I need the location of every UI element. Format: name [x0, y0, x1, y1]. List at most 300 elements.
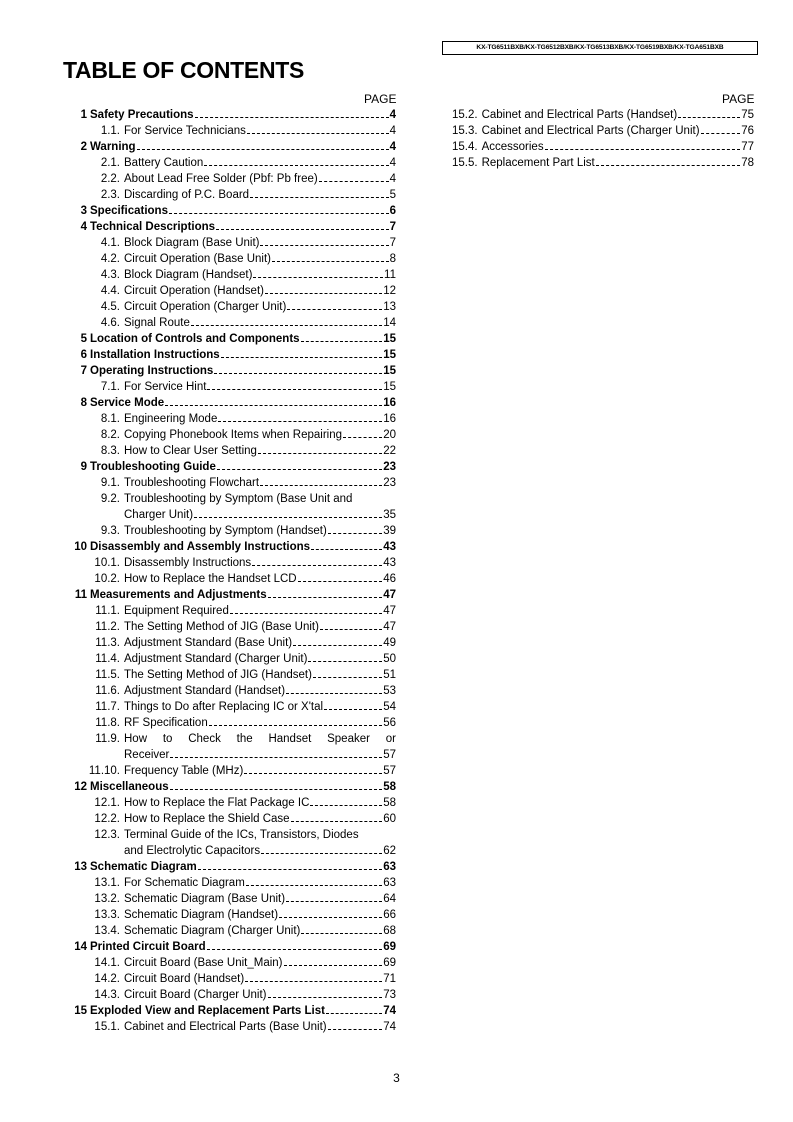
toc-entry-page: 15: [383, 381, 396, 393]
dot-leader: [310, 805, 382, 806]
toc-entry-number: 10.1.: [94, 557, 120, 569]
toc-subsection[interactable]: [0, 667, 396, 683]
toc-entry-number: 8: [80, 397, 87, 409]
toc-entry-number: 2: [80, 141, 87, 153]
toc-entry-title: Equipment Required: [124, 605, 229, 617]
dot-leader: [198, 869, 382, 870]
toc-subsection[interactable]: [0, 523, 396, 539]
toc-entry-title: Block Diagram (Handset): [124, 269, 253, 281]
toc-entry-title: Schematic Diagram (Handset): [124, 909, 279, 921]
toc-entry-number: 12.2.: [94, 813, 120, 825]
dot-leader: [678, 117, 740, 118]
toc-entry-page: 11: [384, 269, 396, 281]
dot-leader: [191, 325, 382, 326]
toc-entry-title: Cabinet and Electrical Parts (Charger Unit): [481, 125, 700, 137]
toc-entry-page: 12: [383, 285, 396, 297]
toc-entry-page: 16: [383, 413, 396, 425]
page-column-label-right: PAGE: [722, 92, 755, 106]
toc-subsection[interactable]: [0, 971, 396, 987]
toc-section[interactable]: [0, 203, 396, 219]
toc-subsection[interactable]: [0, 235, 396, 251]
toc-entry-title: For Service Technicians: [124, 125, 246, 137]
toc-entry-title: Circuit Operation (Handset): [124, 285, 264, 297]
dot-leader: [218, 421, 382, 422]
toc-entry-number: 9.1.: [100, 477, 120, 489]
toc-entry-page: 74: [383, 1021, 396, 1033]
toc-entry-page: 35: [383, 509, 396, 521]
toc-entry-page: 4: [389, 157, 396, 169]
toc-entry-number: 11.9.: [95, 733, 120, 745]
toc-entry-number: 15.5.: [452, 157, 478, 169]
toc-entry-page: 14: [383, 317, 396, 329]
toc-entry-title: The Setting Method of JIG (Handset): [124, 669, 312, 681]
toc-entry-page: 15: [383, 365, 396, 377]
toc-entry-number: 12.1.: [94, 797, 120, 809]
toc-entry-title: How to Replace the Handset LCD: [124, 573, 297, 585]
toc-entry-page: 47: [383, 589, 396, 601]
toc-entry-page: 15: [383, 349, 396, 361]
toc-entry-page: 73: [383, 989, 396, 1001]
toc-entry-number: 4.5.: [100, 301, 120, 313]
dot-leader: [258, 453, 382, 454]
toc-entry-number: 13.2.: [94, 893, 120, 905]
toc-entry-title: RF Specification: [124, 717, 208, 729]
toc-entry-page: 43: [383, 541, 396, 553]
dot-leader: [308, 661, 382, 662]
page-number: 3: [393, 1071, 400, 1085]
toc-entry-page: 53: [383, 685, 396, 697]
toc-entry-title: Circuit Board (Base Unit_Main): [124, 957, 283, 969]
toc-subsection[interactable]: [0, 731, 396, 747]
toc-entry-title: Circuit Board (Handset): [124, 973, 245, 985]
toc-entry-title-continuation: Receiver: [124, 749, 170, 761]
toc-subsection[interactable]: [452, 139, 754, 155]
toc-entry-number: 12.3.: [94, 829, 120, 841]
toc-subsection[interactable]: [0, 795, 396, 811]
toc-entry-number: 15.4.: [452, 141, 478, 153]
toc-subsection[interactable]: [0, 411, 396, 427]
toc-entry-page: 66: [383, 909, 396, 921]
toc-section[interactable]: [0, 107, 396, 123]
toc-entry-page: 4: [389, 125, 396, 137]
page-title: TABLE OF CONTENTS: [63, 57, 305, 83]
dot-leader: [170, 789, 383, 790]
toc-entry-title: Measurements and Adjustments: [90, 589, 267, 601]
toc-entry-page: 47: [383, 621, 396, 633]
toc-entry-title: Technical Descriptions: [90, 221, 216, 233]
toc-subsection[interactable]: [0, 443, 396, 459]
toc-subsection[interactable]: [0, 891, 396, 907]
toc-entry-number: 15.3.: [452, 125, 478, 137]
toc-entry-number: 14: [74, 941, 87, 953]
toc-entry-title: For Service Hint: [124, 381, 207, 393]
toc-entry-title: Schematic Diagram (Base Unit): [124, 893, 286, 905]
toc-subsection[interactable]: [0, 811, 396, 827]
toc-entry-title: Specifications: [90, 205, 168, 217]
toc-subsection[interactable]: [0, 923, 396, 939]
toc-subsection[interactable]: [0, 619, 396, 635]
toc-section[interactable]: [0, 539, 396, 555]
toc-entry-page: 4: [389, 141, 396, 153]
dot-leader: [320, 629, 382, 630]
toc-entry-page: 51: [383, 669, 396, 681]
toc-entry-number: 11.4.: [95, 653, 120, 665]
toc-entry-page: 78: [741, 157, 754, 169]
toc-entry-title: Printed Circuit Board: [90, 941, 206, 953]
toc-entry-title: Troubleshooting Guide: [90, 461, 216, 473]
dot-leader: [194, 517, 382, 518]
toc-entry-number: 13.3.: [94, 909, 120, 921]
toc-entry-title-continuation: Charger Unit): [124, 509, 194, 521]
dot-leader: [545, 149, 741, 150]
toc-section[interactable]: [0, 219, 396, 235]
toc-section[interactable]: [0, 363, 396, 379]
toc-subsection[interactable]: [0, 187, 396, 203]
dot-leader: [207, 949, 383, 950]
dot-leader: [701, 133, 741, 134]
toc-entry-title: Accessories: [481, 141, 544, 153]
toc-subsection[interactable]: [0, 475, 396, 491]
dot-leader: [286, 693, 382, 694]
toc-entry-number: 8.1.: [100, 413, 120, 425]
toc-subsection[interactable]: [0, 379, 396, 395]
dot-leader: [221, 357, 382, 358]
dot-leader: [245, 981, 382, 982]
toc-subsection[interactable]: [0, 827, 396, 843]
dot-leader: [279, 917, 382, 918]
dot-leader: [293, 645, 382, 646]
toc-entry-page: 7: [389, 221, 396, 233]
toc-entry-page: 15: [383, 333, 396, 345]
toc-entry-page: 75: [741, 109, 754, 121]
toc-entry-number: 15.2.: [452, 109, 478, 121]
toc-entry-title: Service Mode: [90, 397, 165, 409]
toc-entry-title: Adjustment Standard (Base Unit): [124, 637, 293, 649]
toc-subsection[interactable]: [452, 107, 754, 123]
toc-entry-number: 10: [74, 541, 87, 553]
dot-leader: [286, 901, 382, 902]
toc-subsection[interactable]: [452, 123, 754, 139]
toc-entry-number: 12: [74, 781, 87, 793]
toc-entry-title: Engineering Mode: [124, 413, 218, 425]
toc-entry-title: Things to Do after Replacing IC or X'tal: [124, 701, 324, 713]
toc-subsection[interactable]: [0, 1019, 396, 1035]
toc-entry-number: 13: [74, 861, 87, 873]
toc-entry-page: 16: [383, 397, 396, 409]
toc-entry-page: 46: [383, 573, 396, 585]
toc-entry-page: 56: [383, 717, 396, 729]
toc-entry-title: Miscellaneous: [90, 781, 169, 793]
toc-entry-page: 76: [741, 125, 754, 137]
toc-entry-title: How to Replace the Flat Package IC: [124, 797, 310, 809]
toc-entry-title: About Lead Free Solder (Pbf: Pb free): [124, 173, 318, 185]
toc-subsection[interactable]: [0, 955, 396, 971]
toc-entry-number: 11.2.: [95, 621, 120, 633]
toc-entry-page: 58: [383, 781, 396, 793]
page-column-label-left: PAGE: [364, 92, 397, 106]
toc-entry-number: 4.4.: [100, 285, 120, 297]
toc-section[interactable]: [0, 459, 396, 475]
toc-entry-number: 11.1.: [95, 605, 120, 617]
toc-entry-title: Installation Instructions: [90, 349, 220, 361]
toc-entry-page: 63: [383, 861, 396, 873]
toc-entry-title: Adjustment Standard (Handset): [124, 685, 286, 697]
dot-leader: [313, 677, 382, 678]
dot-leader: [252, 565, 382, 566]
dot-leader: [268, 997, 383, 998]
toc-entry-page: 60: [383, 813, 396, 825]
toc-entry-page: 23: [383, 477, 396, 489]
toc-entry-title: Adjustment Standard (Charger Unit): [124, 653, 308, 665]
dot-leader: [246, 885, 382, 886]
toc-section[interactable]: [0, 139, 396, 155]
toc-subsection[interactable]: [0, 267, 396, 283]
toc-entry-page: 6: [389, 205, 396, 217]
dot-leader: [216, 229, 389, 230]
toc-entry-title: Frequency Table (MHz): [124, 765, 244, 777]
toc-entry-number: 13.1.: [94, 877, 120, 889]
toc-entry-number: 14.1.: [94, 957, 120, 969]
toc-entry-title: Copying Phonebook Items when Repairing: [124, 429, 342, 441]
dot-leader: [260, 245, 388, 246]
toc-entry-number: 9.3.: [100, 525, 120, 537]
dot-leader: [207, 389, 382, 390]
dot-leader: [287, 309, 382, 310]
toc-left-column: [0, 107, 396, 1035]
dot-leader: [253, 277, 383, 278]
toc-subsection[interactable]: [0, 907, 396, 923]
dot-leader: [298, 581, 383, 582]
toc-entry-title: Block Diagram (Base Unit): [124, 237, 260, 249]
toc-entry-title: Signal Route: [124, 317, 190, 329]
toc-subsection[interactable]: [0, 123, 396, 139]
toc-subsection[interactable]: [0, 299, 396, 315]
toc-entry-number: 11.3.: [95, 637, 120, 649]
dot-leader: [291, 821, 383, 822]
toc-entry-number: 13.4.: [94, 925, 120, 937]
toc-entry-number: 5: [80, 333, 87, 345]
toc-entry-title: Circuit Operation (Charger Unit): [124, 301, 287, 313]
toc-entry-title: Troubleshooting by Symptom (Handset): [124, 525, 327, 537]
toc-entry-page: 63: [383, 877, 396, 889]
toc-entry-number: 10.2.: [94, 573, 120, 585]
toc-entry-page: 69: [383, 941, 396, 953]
toc-entry-title: Troubleshooting by Symptom (Base Unit and: [124, 493, 353, 505]
toc-subsection[interactable]: [0, 315, 396, 331]
toc-entry-page: 49: [383, 637, 396, 649]
dot-leader: [301, 341, 383, 342]
toc-entry-title: Schematic Diagram (Charger Unit): [124, 925, 301, 937]
toc-entry-number: 11: [74, 589, 87, 601]
toc-subsection-continuation[interactable]: [0, 507, 396, 523]
dot-leader: [244, 773, 382, 774]
toc-entry-page: 50: [383, 653, 396, 665]
toc-entry-page: 5: [389, 189, 396, 201]
toc-subsection[interactable]: [0, 987, 396, 1003]
toc-entry-number: 11.8.: [95, 717, 120, 729]
dot-leader: [272, 261, 389, 262]
toc-entry-number: 11.7.: [95, 701, 120, 713]
toc-entry-number: 9.2.: [100, 493, 120, 505]
dot-leader: [328, 533, 382, 534]
toc-entry-page: 4: [389, 109, 396, 121]
toc-entry-title: How to Check the Handset Speaker or: [124, 733, 396, 745]
toc-entry-number: 9: [80, 461, 87, 473]
toc-section[interactable]: [0, 331, 396, 347]
toc-entry-page: 47: [383, 605, 396, 617]
toc-entry-number: 11.5.: [95, 669, 120, 681]
toc-subsection[interactable]: [0, 683, 396, 699]
toc-entry-number: 3: [80, 205, 87, 217]
dot-leader: [311, 549, 382, 550]
toc-entry-number: 4.1.: [100, 237, 120, 249]
toc-entry-number: 1: [80, 109, 87, 121]
toc-entry-number: 8.3.: [100, 445, 120, 457]
toc-entry-page: 7: [389, 237, 396, 249]
toc-subsection[interactable]: [0, 763, 396, 779]
toc-entry-page: 13: [383, 301, 396, 313]
toc-entry-number: 2.2.: [100, 173, 120, 185]
toc-section[interactable]: [0, 939, 396, 955]
dot-leader: [214, 373, 382, 374]
toc-entry-number: 6: [80, 349, 87, 361]
toc-subsection[interactable]: [0, 155, 396, 171]
toc-entry-title: How to Replace the Shield Case: [124, 813, 290, 825]
toc-entry-title-continuation: and Electrolytic Capacitors: [124, 845, 261, 857]
toc-entry-page: 54: [383, 701, 396, 713]
toc-subsection[interactable]: [0, 651, 396, 667]
dot-leader: [260, 485, 382, 486]
toc-entry-number: 2.1.: [100, 157, 120, 169]
toc-entry-title: Discarding of P.C. Board: [124, 189, 250, 201]
toc-subsection[interactable]: [0, 699, 396, 715]
toc-entry-number: 14.2.: [94, 973, 120, 985]
toc-entry-title: For Schematic Diagram: [124, 877, 245, 889]
toc-entry-title: Location of Controls and Components: [90, 333, 300, 345]
dot-leader: [268, 597, 383, 598]
toc-entry-title: Replacement Part List: [481, 157, 595, 169]
toc-entry-number: 1.1.: [100, 125, 120, 137]
toc-entry-page: 39: [383, 525, 396, 537]
toc-entry-number: 8.2.: [100, 429, 120, 441]
toc-entry-page: 22: [383, 445, 396, 457]
toc-right-column: [452, 107, 754, 171]
dot-leader: [247, 133, 389, 134]
dot-leader: [204, 165, 388, 166]
toc-section[interactable]: [0, 587, 396, 603]
dot-leader: [326, 1013, 382, 1014]
toc-entry-title: Disassembly and Assembly Instructions: [90, 541, 311, 553]
toc-entry-number: 4: [80, 221, 87, 233]
toc-entry-page: 58: [383, 797, 396, 809]
dot-leader: [250, 197, 389, 198]
toc-entry-number: 4.2.: [100, 253, 120, 265]
toc-entry-number: 4.6.: [100, 317, 120, 329]
toc-subsection[interactable]: [0, 427, 396, 443]
toc-entry-page: 77: [741, 141, 754, 153]
dot-leader: [324, 709, 382, 710]
toc-entry-title: Operating Instructions: [90, 365, 214, 377]
dot-leader: [284, 965, 383, 966]
toc-entry-number: 7.1.: [100, 381, 120, 393]
model-numbers-header: KX-TG6511BXB/KX-TG6512BXB/KX-TG6513BXB/KX-TG6519BXB/KX-TGA651BXB: [442, 41, 758, 55]
toc-entry-number: 14.3.: [94, 989, 120, 1001]
dot-leader: [137, 149, 389, 150]
dot-leader: [209, 725, 382, 726]
toc-subsection[interactable]: [0, 283, 396, 299]
toc-entry-title: Cabinet and Electrical Parts (Base Unit): [124, 1021, 327, 1033]
toc-subsection[interactable]: [0, 555, 396, 571]
toc-entry-page: 62: [383, 845, 396, 857]
toc-entry-title: Schematic Diagram: [90, 861, 197, 873]
dot-leader: [319, 181, 389, 182]
dot-leader: [261, 853, 382, 854]
toc-entry-number: 11.10.: [88, 765, 120, 777]
toc-entry-page: 57: [383, 749, 396, 761]
toc-subsection[interactable]: [0, 635, 396, 651]
dot-leader: [195, 117, 389, 118]
toc-entry-number: 15: [74, 1005, 87, 1017]
dot-leader: [169, 213, 389, 214]
dot-leader: [217, 469, 382, 470]
toc-entry-page: 74: [383, 1005, 396, 1017]
toc-section[interactable]: [0, 859, 396, 875]
toc-entry-title: Circuit Board (Charger Unit): [124, 989, 267, 1001]
toc-subsection[interactable]: [0, 571, 396, 587]
dot-leader: [265, 293, 382, 294]
toc-subsection[interactable]: [452, 155, 754, 171]
toc-entry-title: Troubleshooting Flowchart: [124, 477, 260, 489]
toc-entry-page: 8: [389, 253, 396, 265]
toc-subsection[interactable]: [0, 875, 396, 891]
dot-leader: [343, 437, 382, 438]
toc-entry-page: 69: [383, 957, 396, 969]
toc-entry-title: Disassembly Instructions: [124, 557, 252, 569]
toc-section[interactable]: [0, 779, 396, 795]
toc-section[interactable]: [0, 347, 396, 363]
toc-subsection[interactable]: [0, 603, 396, 619]
toc-entry-page: 23: [383, 461, 396, 473]
toc-entry-page: 71: [383, 973, 396, 985]
dot-leader: [165, 405, 382, 406]
toc-entry-title: Safety Precautions: [90, 109, 194, 121]
dot-leader: [230, 613, 382, 614]
toc-entry-number: 15.1.: [94, 1021, 120, 1033]
dot-leader: [596, 165, 740, 166]
toc-subsection[interactable]: [0, 171, 396, 187]
toc-subsection-continuation[interactable]: [0, 843, 396, 859]
toc-subsection-continuation[interactable]: [0, 747, 396, 763]
toc-entry-title: Cabinet and Electrical Parts (Handset): [481, 109, 678, 121]
toc-entry-page: 68: [383, 925, 396, 937]
toc-entry-page: 4: [389, 173, 396, 185]
toc-section[interactable]: [0, 395, 396, 411]
toc-entry-number: 7: [80, 365, 87, 377]
dot-leader: [328, 1029, 383, 1030]
dot-leader: [301, 933, 382, 934]
toc-entry-title: Terminal Guide of the ICs, Transistors, Diodes: [124, 829, 359, 841]
toc-entry-number: 4.3.: [100, 269, 120, 281]
toc-entry-title: Warning: [90, 141, 136, 153]
toc-entry-number: 2.3.: [100, 189, 120, 201]
toc-subsection[interactable]: [0, 251, 396, 267]
toc-section[interactable]: [0, 1003, 396, 1019]
dot-leader: [170, 757, 382, 758]
toc-subsection[interactable]: [0, 715, 396, 731]
toc-entry-title: Battery Caution: [124, 157, 204, 169]
toc-subsection[interactable]: [0, 491, 396, 507]
toc-entry-page: 43: [383, 557, 396, 569]
